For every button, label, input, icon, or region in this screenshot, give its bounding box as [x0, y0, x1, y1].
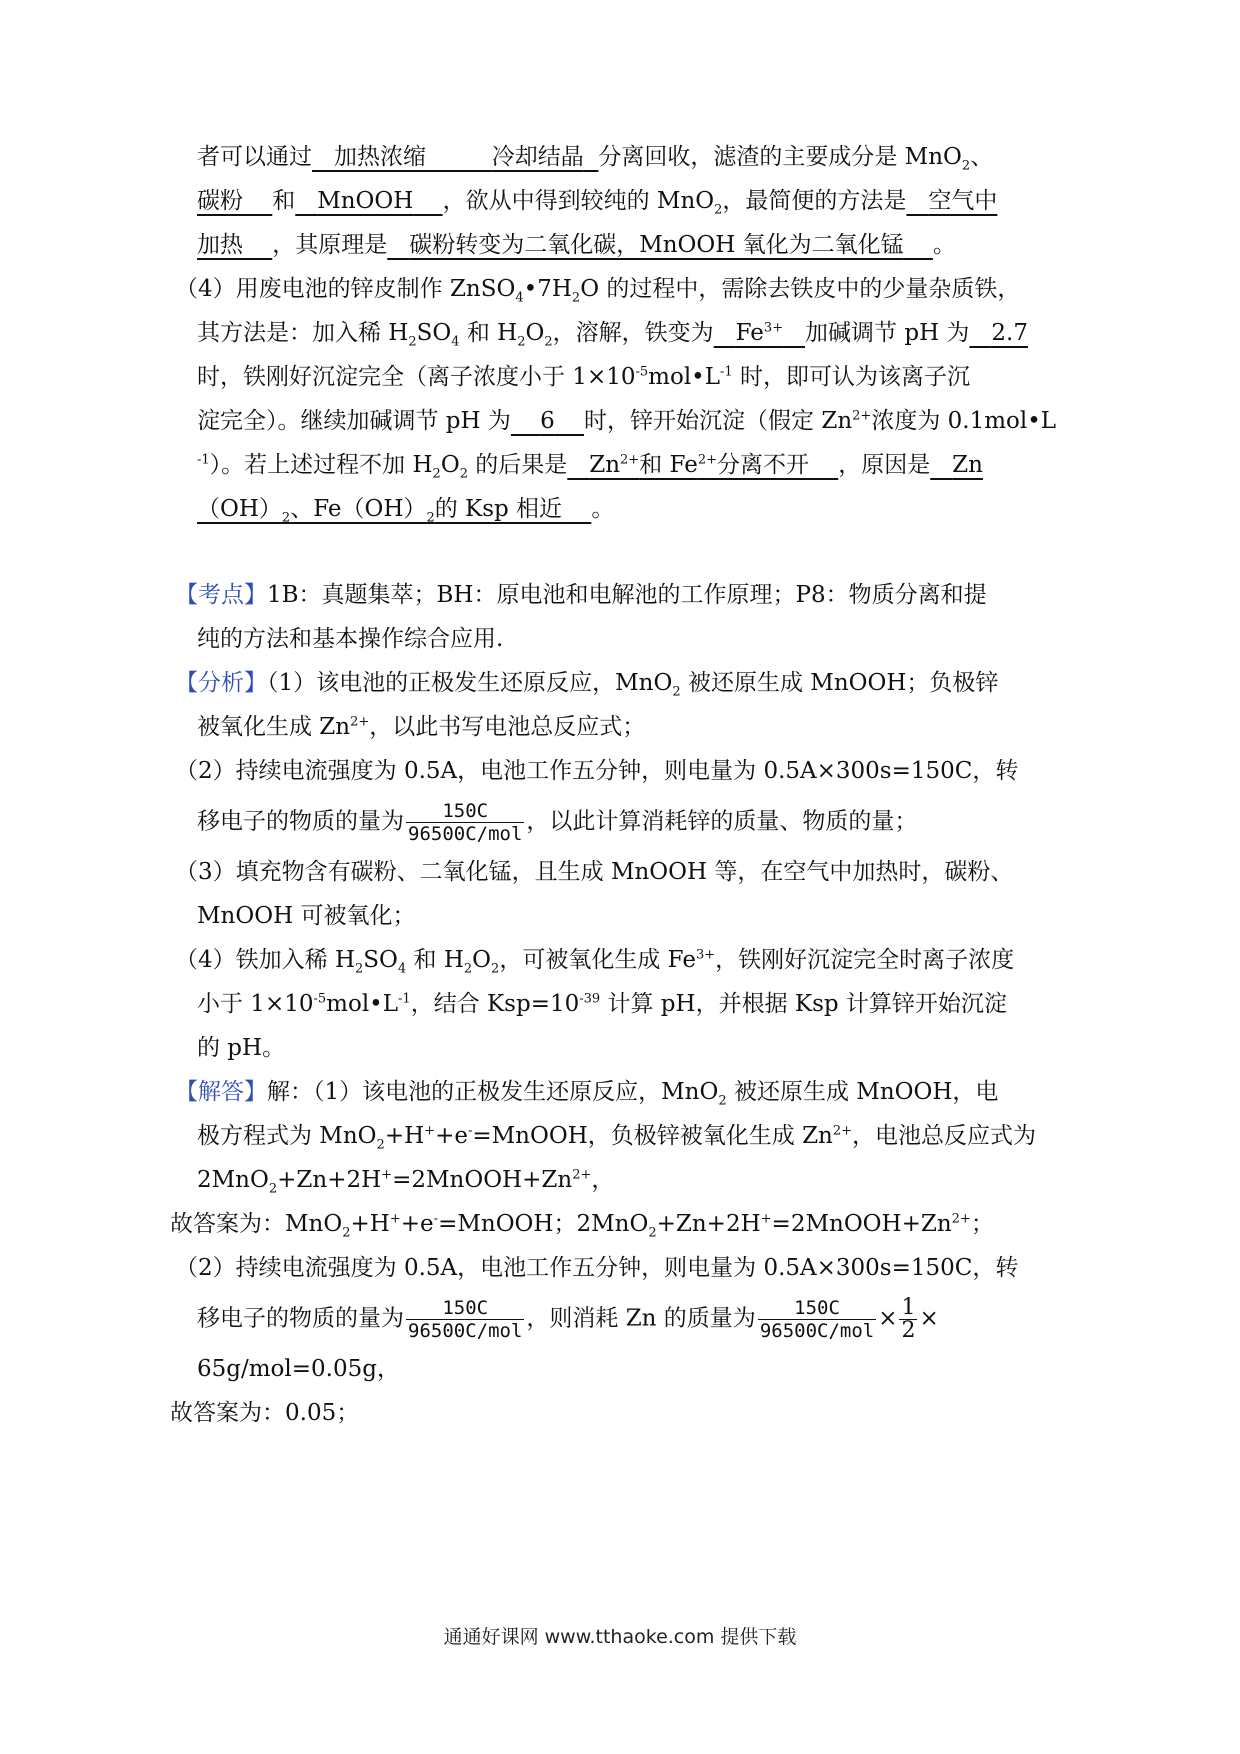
fenxi-line-3: （2）持续电流强度为 0.5A，电池工作五分钟，则电量为 0.5A×300s=150C，转 — [175, 758, 1019, 784]
part3-line-2: 碳粉 和 MnOOH ，欲从中得到较纯的 MnO$_2$，最简便的方法是 空气中 — [197, 188, 998, 218]
jieda-line-1: 【解答】解：（1）该电池的正极发生还原反应，MnO$_2$ 被还原生成 MnOOH，电 — [175, 1079, 999, 1109]
answer-blank: 2.7 — [991, 320, 1028, 346]
answer-blank: 冷却结晶 — [491, 144, 584, 170]
part4-line-5: $^{-1}$）。若上述过程不加 $H_2O_2$ 的后果是 $Zn^{2+}$和 $Fe^{2+}$分离不开 ，原因是 Zn — [197, 452, 983, 482]
part4-line-4: 淀完全）。继续加碱调节 pH 为 6 时，锌开始沉淀（假定 $Zn^{2+}$浓度为 0.1mol•L — [197, 408, 1057, 434]
answer-blank: $Zn^{2+}$和 $Fe^{2+}$分离不开 — [589, 452, 809, 478]
page-footer: 通通好课网 www.tthaoke.com 提供下载 — [443, 1626, 797, 1648]
answer-blank: MnOOH — [317, 188, 414, 214]
answer-blank: Fe — [735, 320, 764, 346]
jieda-line-6: 移电子的物质的量为 $\frac{150C}{\text{96500C/mol}}$ ，则消耗 Zn 的质量为 $\frac{150C}{\text{96500C/mol}}$ × $\frac{1}{2}$ × — [197, 1295, 939, 1343]
answer-blank: Zn — [952, 452, 983, 478]
fenxi-tag: 【分析】 — [175, 670, 267, 696]
jieda-line-2: 极方程式为 MnO$_2$+H++e-=MnOOH，负极锌被氧化生成 $Zn^{2+}$，电池总反应式为 — [197, 1123, 1037, 1153]
answer-blank: 加热浓缩 — [333, 144, 426, 170]
fenxi-line-6: MnOOH 可被氧化； — [197, 903, 416, 929]
jieda-line-5: （2）持续电流强度为 0.5A，电池工作五分钟，则电量为 0.5A×300s=150C，转 — [175, 1255, 1019, 1281]
part3-line-3: 加热 ，其原理是 碳粉转变为二氧化碳，MnOOH 氧化为二氧化锰 。 — [197, 232, 956, 258]
fenxi-line-4: 移电子的物质的量为 $\frac{150C}{\text{96500C/mol}}$ ，以此计算消耗锌的质量、物质的量； — [197, 800, 918, 845]
fraction: $\frac{1}{2}$ — [901, 1295, 916, 1343]
fenxi-line-7: （4）铁加入稀 $H_2SO_4$ 和 $H_2O_2$，可被氧化生成 $Fe^{3+}$，铁刚好沉淀完全时离子浓度 — [175, 947, 1015, 977]
answer-blank: 碳粉 — [197, 188, 243, 214]
jieda-line-4: 故答案为：MnO$_2$+H++e-=MnOOH；$2MnO_2+Zn+2H^+=2MnOOH+Zn^{2+}$； — [170, 1211, 994, 1241]
fenxi-line-2: 被氧化生成 $Zn^{2+}$，以此书写电池总反应式； — [197, 714, 646, 740]
fenxi-line-5: （3）填充物含有碳粉、二氧化锰，且生成 MnOOH 等，在空气中加热时，碳粉、 — [175, 859, 1014, 885]
part4-line-6: $(OH)_2$、$Fe(OH)_2$的 Ksp 相近 。 — [197, 496, 615, 526]
jieda-line-3: $2MnO_2+Zn+2H^+=2MnOOH+Zn^{2+}$， — [197, 1167, 615, 1197]
answer-blank: $(OH)_2$、$Fe(OH)_2$的 Ksp 相近 — [197, 496, 563, 526]
kaodian-line-2: 纯的方法和基本操作综合应用. — [197, 626, 504, 652]
jieda-line-7: 65g/mol=0.05g， — [197, 1356, 400, 1382]
answer-blank: 6 — [540, 408, 555, 434]
part3-line-1: 者可以通过 加热浓缩 冷却结晶 分离回收，滤渣的主要成分是 MnO$_2$、 — [197, 144, 994, 174]
fenxi-line-9: 的 pH。 — [197, 1035, 286, 1061]
answer-blank: 空气中 — [928, 188, 998, 214]
jieda-tag: 【解答】 — [175, 1079, 267, 1105]
kaodian-tag: 【考点】 — [175, 582, 267, 608]
fenxi-line-8: 小于 $1\times 10^{-5}mol•L^{-1}$，结合 $Ksp=10^{-39}$ 计算 pH，并根据 Ksp 计算锌开始沉淀 — [197, 991, 1007, 1017]
jieda-line-8: 故答案为：0.05； — [170, 1400, 360, 1426]
fraction: $\frac{150C}{\text{96500C/mol}}$ — [408, 1297, 523, 1342]
kaodian-line-1: 【考点】1B：真题集萃；BH：原电池和电解池的工作原理；P8：物质分离和提 — [175, 582, 987, 608]
fraction: $\frac{150C}{\text{96500C/mol}}$ — [759, 1297, 875, 1342]
part4-line-1: （4）用废电池的锌皮制作 $ZnSO_4•7H_2O$ 的过程中，需除去铁皮中的少量杂质铁， — [175, 276, 1021, 306]
part4-line-3: 时，铁刚好沉淀完全（离子浓度小于 $1\times 10^{-5}mol•L^{-1}$ 时，即可认为该离子沉 — [197, 364, 970, 390]
fraction: $\frac{150C}{\text{96500C/mol}}$ — [408, 800, 523, 845]
answer-blank: 碳粉转变为二氧化碳，MnOOH 氧化为二氧化锰 — [409, 232, 904, 258]
part4-line-2: 其方法是：加入稀 $H_2SO_4$ 和 $H_2O_2$，溶解，铁变为 $Fe^{3+}$ 加碱调节 pH 为 2.7 — [197, 320, 1028, 350]
fenxi-line-1: 【分析】（1）该电池的正极发生还原反应，MnO$_2$ 被还原生成 MnOOH；负极锌 — [175, 670, 999, 700]
answer-blank: 加热 — [197, 232, 243, 258]
